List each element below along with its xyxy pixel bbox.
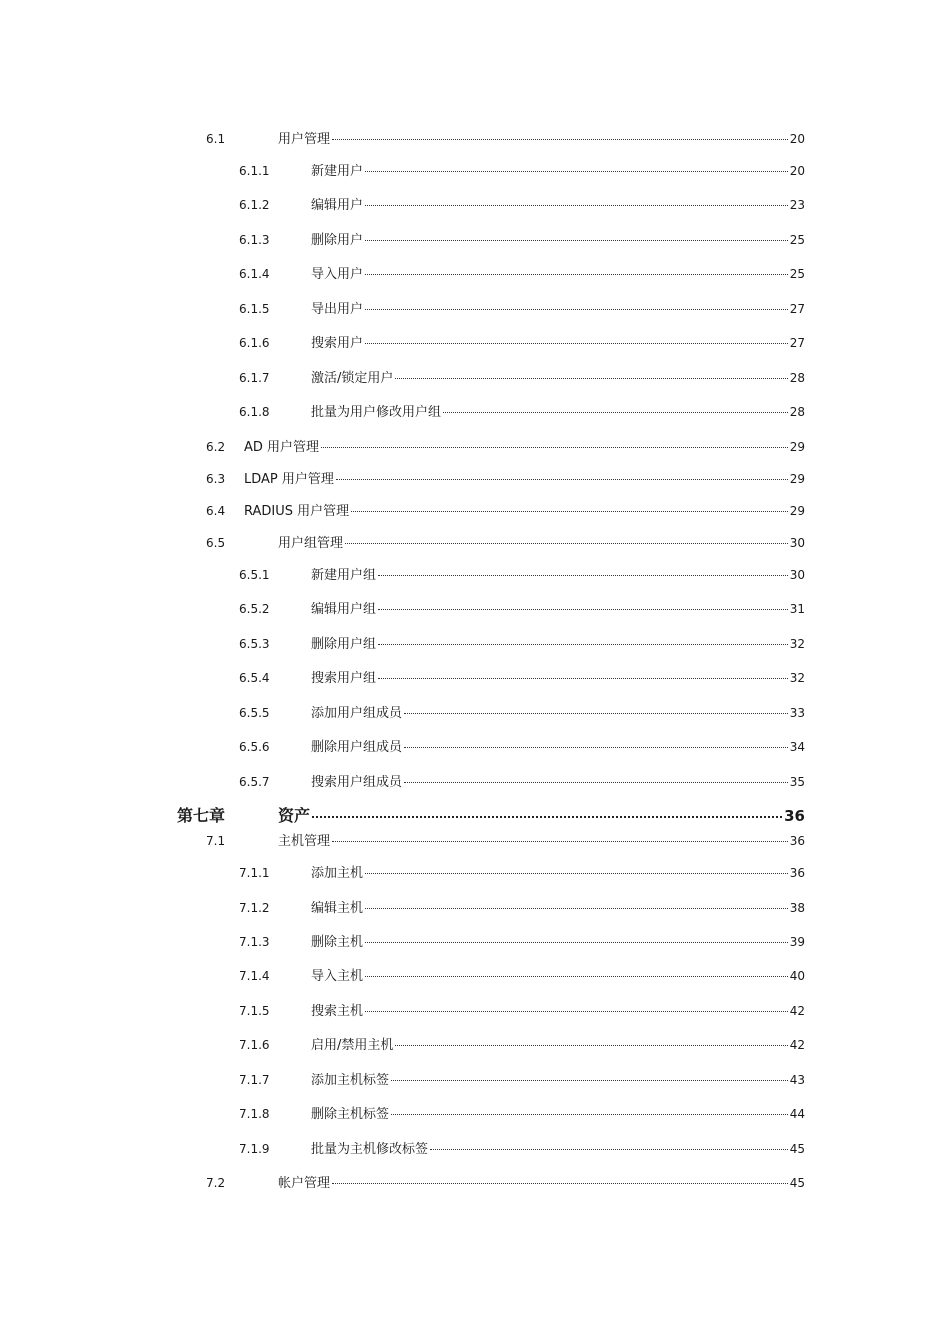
toc-entry-page-number: 25 <box>789 267 805 281</box>
toc-entry-title: RADIUS 用户管理 <box>244 504 350 519</box>
toc-entry-page-number: 42 <box>789 1038 805 1052</box>
toc-entry[interactable] <box>239 633 805 652</box>
toc-dot-leader <box>336 479 788 480</box>
toc-entry-number: 6.1.2 <box>239 198 270 212</box>
toc-dot-leader <box>365 240 788 241</box>
toc-dot-leader <box>332 139 788 140</box>
toc-entry[interactable] <box>177 803 805 826</box>
toc-dot-leader <box>430 1149 788 1150</box>
toc-entry-title: 添加用户组成员 <box>311 706 403 721</box>
toc-entry-number: 7.1.6 <box>239 1038 270 1052</box>
toc-entry-page-number: 20 <box>789 164 805 178</box>
toc-entry-number: 6.1.8 <box>239 405 270 419</box>
toc-entry[interactable] <box>206 500 805 519</box>
toc-entry-page-number: 35 <box>789 775 805 789</box>
toc-entry-title: 导入用户 <box>311 267 364 282</box>
toc-dot-leader <box>312 816 782 818</box>
toc-entry-title: 删除主机标签 <box>311 1107 390 1122</box>
toc-entry[interactable] <box>239 194 805 213</box>
toc-entry-page-number: 45 <box>789 1176 805 1190</box>
toc-entry-page-number: 29 <box>789 504 805 518</box>
toc-dot-leader <box>391 1114 788 1115</box>
toc-entry-number: 6.1.5 <box>239 302 270 316</box>
toc-dot-leader <box>365 309 788 310</box>
toc-entry-title: 激活/锁定用户 <box>311 371 394 386</box>
toc-entry-number: 6.1.7 <box>239 371 270 385</box>
toc-entry-number: 7.1.5 <box>239 1004 270 1018</box>
toc-entry-title: 批量为用户修改用户组 <box>311 405 442 420</box>
toc-entry[interactable] <box>206 436 805 455</box>
toc-entry-page-number: 30 <box>789 568 805 582</box>
toc-entry-number: 6.2 <box>206 440 226 454</box>
toc-entry-title: 用户组管理 <box>278 536 344 551</box>
toc-entry[interactable] <box>239 229 805 248</box>
toc-dot-leader <box>365 1011 788 1012</box>
toc-entry[interactable] <box>239 401 805 420</box>
toc-entry-page-number: 27 <box>789 336 805 350</box>
toc-entry-title: 编辑用户 <box>311 198 364 213</box>
toc-entry-title: 添加主机标签 <box>311 1073 390 1088</box>
toc-entry-page-number: 39 <box>789 935 805 949</box>
toc-dot-leader <box>365 942 788 943</box>
toc-entry[interactable] <box>239 736 805 755</box>
toc-entry-number: 7.1.9 <box>239 1142 270 1156</box>
toc-entry-title: 启用/禁用主机 <box>311 1038 394 1053</box>
toc-entry-number: 7.1.8 <box>239 1107 270 1121</box>
toc-dot-leader <box>395 1045 787 1046</box>
toc-entry-title: 删除用户组成员 <box>311 740 403 755</box>
toc-dot-leader <box>365 343 788 344</box>
toc-entry-title: 新建用户 <box>311 164 364 179</box>
toc-entry-page-number: 29 <box>789 440 805 454</box>
toc-entry-number: 第七章 <box>177 806 226 825</box>
toc-entry-page-number: 36 <box>789 834 805 848</box>
toc-entry-title: 新建用户组 <box>311 568 377 583</box>
toc-entry-page-number: 44 <box>789 1107 805 1121</box>
toc-entry-page-number: 28 <box>789 405 805 419</box>
toc-entry[interactable] <box>206 830 805 849</box>
toc-entry[interactable] <box>239 332 805 351</box>
toc-entry-title: 编辑用户组 <box>311 602 377 617</box>
toc-entry-title: 搜索用户 <box>311 336 364 351</box>
toc-entry[interactable] <box>239 263 805 282</box>
toc-entry-page-number: 31 <box>789 602 805 616</box>
toc-entry-number: 7.1 <box>206 834 226 848</box>
toc-entry-title: 用户管理 <box>278 132 331 147</box>
toc-entry-number: 6.5.4 <box>239 671 270 685</box>
toc-entry[interactable] <box>206 468 805 487</box>
toc-dot-leader <box>365 205 788 206</box>
toc-entry[interactable] <box>239 564 805 583</box>
toc-entry-page-number: 33 <box>789 706 805 720</box>
toc-entry[interactable] <box>239 1103 805 1122</box>
toc-entry[interactable] <box>239 931 805 950</box>
toc-entry-title: 搜索用户组成员 <box>311 775 403 790</box>
toc-entry-number: 6.5.2 <box>239 602 270 616</box>
toc-entry-title: 编辑主机 <box>311 901 364 916</box>
toc-dot-leader <box>378 678 788 679</box>
toc-entry[interactable] <box>239 367 805 386</box>
toc-dot-leader <box>378 644 788 645</box>
toc-entry-page-number: 40 <box>789 969 805 983</box>
toc-entry-title: 添加主机 <box>311 866 364 881</box>
toc-dot-leader <box>404 713 788 714</box>
toc-entry-number: 6.1.1 <box>239 164 270 178</box>
toc-entry-title: AD 用户管理 <box>244 440 320 455</box>
toc-entry-number: 6.5.7 <box>239 775 270 789</box>
toc-entry-page-number: 34 <box>789 740 805 754</box>
toc-entry-page-number: 42 <box>789 1004 805 1018</box>
toc-entry[interactable] <box>206 128 805 147</box>
toc-entry-number: 6.1 <box>206 132 226 146</box>
toc-entry-number: 6.1.4 <box>239 267 270 281</box>
toc-entry-title: 资产 <box>278 806 311 825</box>
toc-entry-title: 导入主机 <box>311 969 364 984</box>
toc-entry[interactable] <box>239 667 805 686</box>
toc-entry[interactable] <box>239 1138 805 1157</box>
toc-entry-title: 删除用户 <box>311 233 364 248</box>
toc-entry-page-number: 27 <box>789 302 805 316</box>
toc-entry-page-number: 43 <box>789 1073 805 1087</box>
toc-entry-title: 搜索主机 <box>311 1004 364 1019</box>
toc-entry-number: 6.1.6 <box>239 336 270 350</box>
toc-entry[interactable] <box>239 965 805 984</box>
toc-entry-title: 搜索用户组 <box>311 671 377 686</box>
toc-dot-leader <box>404 747 788 748</box>
toc-entry[interactable] <box>239 771 805 790</box>
toc-dot-leader <box>391 1080 788 1081</box>
toc-dot-leader <box>345 543 788 544</box>
toc-entry-number: 6.5 <box>206 536 226 550</box>
toc-dot-leader <box>365 171 788 172</box>
toc-entry-title: 删除主机 <box>311 935 364 950</box>
toc-dot-leader <box>332 1183 788 1184</box>
toc-entry-page-number: 36 <box>784 807 805 825</box>
toc-entry-title: 主机管理 <box>278 834 331 849</box>
toc-entry-number: 7.2 <box>206 1176 226 1190</box>
toc-entry-number: 6.3 <box>206 472 226 486</box>
toc-dot-leader <box>378 575 788 576</box>
toc-entry-title: 帐户管理 <box>278 1176 331 1191</box>
toc-entry-number: 6.5.1 <box>239 568 270 582</box>
toc-entry-page-number: 32 <box>789 671 805 685</box>
toc-entry-page-number: 20 <box>789 132 805 146</box>
toc-dot-leader <box>351 511 788 512</box>
toc-dot-leader <box>332 841 788 842</box>
toc-entry[interactable] <box>239 862 805 881</box>
toc-entry[interactable] <box>239 1069 805 1088</box>
toc-dot-leader <box>404 782 788 783</box>
toc-entry-number: 7.1.4 <box>239 969 270 983</box>
toc-entry-page-number: 29 <box>789 472 805 486</box>
toc-entry[interactable] <box>239 598 805 617</box>
toc-entry[interactable] <box>239 702 805 721</box>
toc-entry-title: LDAP 用户管理 <box>244 472 334 487</box>
toc-entry-page-number: 45 <box>789 1142 805 1156</box>
toc-entry[interactable] <box>239 160 805 179</box>
toc-dot-leader <box>395 378 787 379</box>
toc-entry-number: 6.5.3 <box>239 637 270 651</box>
toc-entry[interactable] <box>206 1172 805 1191</box>
toc-entry-number: 7.1.7 <box>239 1073 270 1087</box>
toc-dot-leader <box>443 412 788 413</box>
toc-entry-title: 删除用户组 <box>311 637 377 652</box>
toc-dot-leader <box>365 873 788 874</box>
toc-dot-leader <box>365 908 788 909</box>
toc-entry[interactable] <box>239 298 805 317</box>
toc-entry-page-number: 28 <box>789 371 805 385</box>
toc-dot-leader <box>365 976 788 977</box>
toc-entry-number: 7.1.2 <box>239 901 270 915</box>
toc-entry-number: 6.5.6 <box>239 740 270 754</box>
toc-entry-page-number: 30 <box>789 536 805 550</box>
toc-entry-page-number: 36 <box>789 866 805 880</box>
toc-entry-number: 7.1.1 <box>239 866 270 880</box>
toc-entry-number: 6.4 <box>206 504 226 518</box>
toc-entry[interactable] <box>239 1034 805 1053</box>
toc-entry-page-number: 38 <box>789 901 805 915</box>
toc-entry-page-number: 25 <box>789 233 805 247</box>
toc-entry-title: 导出用户 <box>311 302 364 317</box>
toc-entry-number: 6.5.5 <box>239 706 270 720</box>
toc-entry[interactable] <box>239 1000 805 1019</box>
toc-entry-number: 6.1.3 <box>239 233 270 247</box>
toc-entry-page-number: 32 <box>789 637 805 651</box>
toc-entry[interactable] <box>206 532 805 551</box>
toc-entry-title: 批量为主机修改标签 <box>311 1142 429 1157</box>
toc-entry-page-number: 23 <box>789 198 805 212</box>
toc-dot-leader <box>378 609 788 610</box>
toc-dot-leader <box>365 274 788 275</box>
toc-entry[interactable] <box>239 897 805 916</box>
toc-dot-leader <box>321 447 788 448</box>
toc-entry-number: 7.1.3 <box>239 935 270 949</box>
